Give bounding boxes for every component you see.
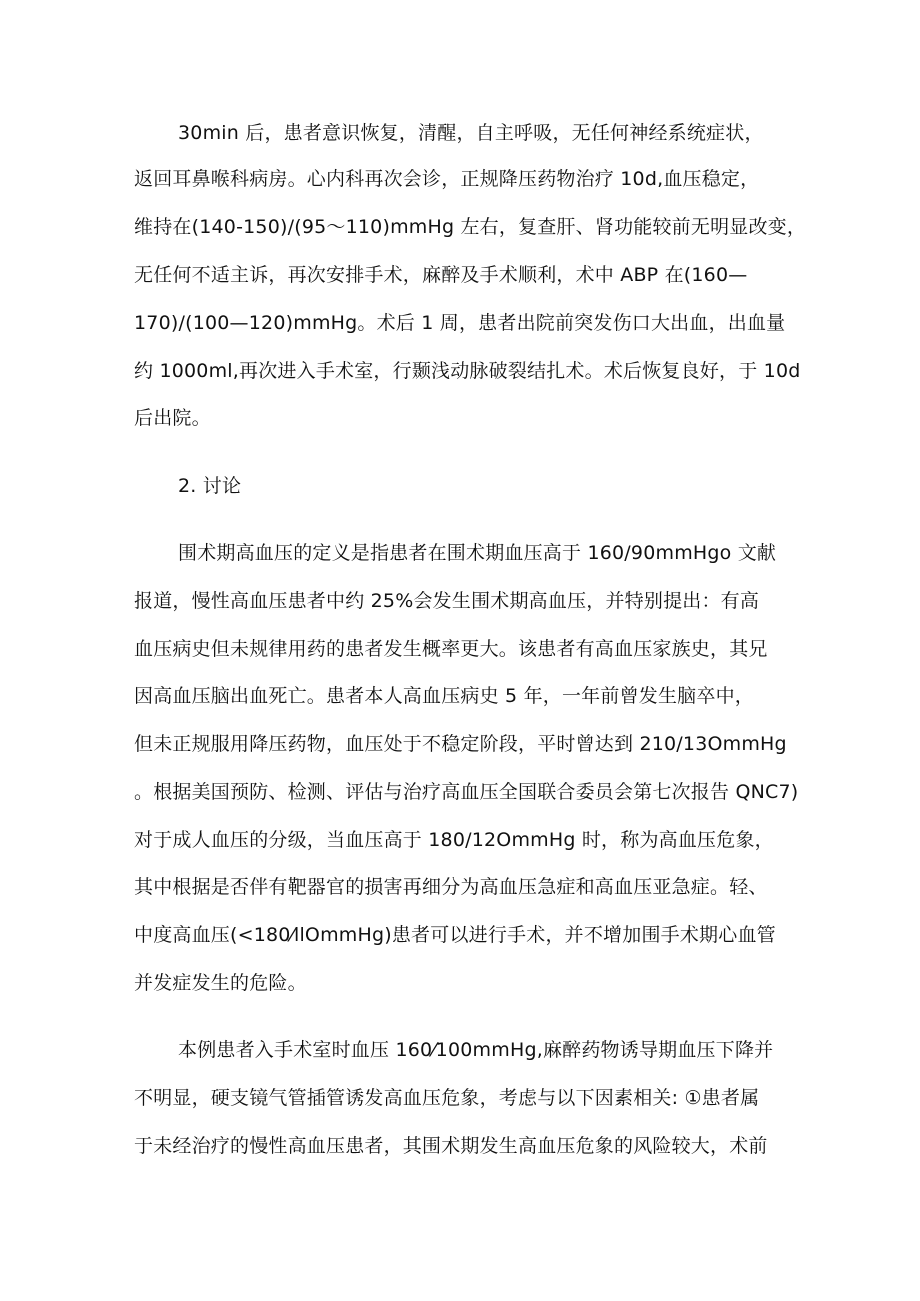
text-line: 并发症发生的危险。 (134, 972, 307, 994)
text-line: 于未经治疗的慢性高血压患者，其围术期发生高血压危象的风险较大，术前 (134, 1135, 768, 1157)
text-line: 后出院。 (134, 407, 211, 429)
text-line: 本例患者入手术室时血压 160⁄100mmHg,麻醉药物诱导期血压下降并 (178, 1039, 774, 1061)
text-line: 170)/(100—120)mmHg。术后 1 周，患者出院前突发伤口大出血，出血量 (134, 312, 786, 334)
text-line: 30min 后，患者意识恢复，清醒，自主呼吸，无任何神经系统症状， (178, 122, 764, 144)
text-line: 其中根据是否伴有靶器官的损害再细分为高血压急症和高血压亚急症。轻、 (134, 876, 768, 898)
text-line: 维持在(140-150)/(95～110)mmHg 左右，复查肝、肾功能较前无明显改变， (134, 216, 807, 238)
text-line: 中度高血压(<180⁄llOmmHg)患者可以进行手术，并不增加围手术期心血管 (134, 924, 776, 946)
text-line: 血压病史但未规律用药的患者发生概率更大。该患者有高血压家族史，其兄 (134, 638, 768, 660)
text-line: 但未正规服用降压药物，血压处于不稳定阶段，平时曾达到 210/13OmmHg (134, 733, 787, 755)
text-line: 因高血压脑出血死亡。患者本人高血压病史 5 年，一年前曾发生脑卒中， (134, 685, 754, 707)
text-line: 报道，慢性高血压患者中约 25%会发生围术期高血压，并特别提出：有高 (134, 590, 760, 612)
text-line: 围术期高血压的定义是指患者在围术期血压高于 160/90mmHgo 文献 (178, 542, 777, 564)
text-line: 不明显，硬支镜气管插管诱发高血压危象，考虑与以下因素相关: ①患者属 (134, 1087, 760, 1109)
text-line: 。根据美国预防、检测、评估与治疗高血压全国联合委员会第七次报告 QNC7) (134, 781, 799, 803)
text-line: 约 1000ml,再次进入手术室，行颞浅动脉破裂结扎术。术后恢复良好，于 10d (134, 360, 801, 382)
text-line: 无任何不适主诉，再次安排手术，麻醉及手术顺利，术中 ABP 在(160— (134, 264, 748, 286)
text-line: 对于成人血压的分级，当血压高于 180/12OmmHg 时，称为高血压危象， (134, 829, 774, 851)
text-line: 返回耳鼻喉科病房。心内科再次会诊，正规降压药物治疗 10d,血压稳定， (134, 168, 760, 190)
section-heading: 2. 讨论 (178, 475, 242, 497)
